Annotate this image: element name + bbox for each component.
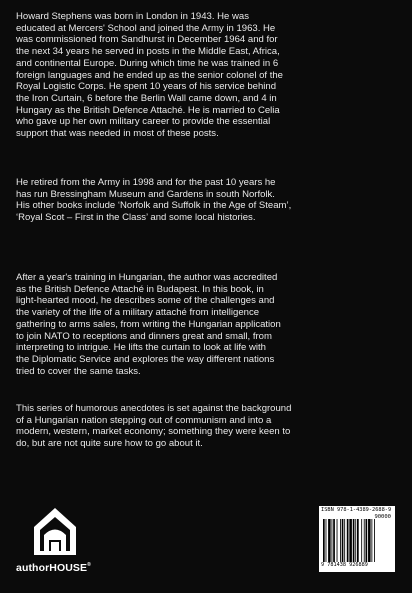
barcode-stripe (364, 519, 365, 562)
barcode-stripe (361, 519, 362, 562)
barcode-stripe (349, 519, 352, 562)
text-line: the Iron Curtain, 6 before the Berlin Wall came down, and 4 in (16, 92, 277, 104)
text-line: who gave up her own military career to provide the essential (16, 116, 271, 128)
text-line: He retired from the Army in 1998 and for the past 10 years he (16, 177, 276, 188)
text-line: modern, western, market economy; something they were keen to (16, 426, 291, 438)
text-line: educated at Mercers' School and joined the Army in 1963. He (16, 22, 276, 34)
barcode-stripe (344, 519, 345, 562)
author-bio-paragraph-2 (16, 177, 400, 224)
isbn-label: ISBN 978-1-4389-2688-9 (321, 507, 392, 513)
text-line: After a year's training in Hungarian, the author was accredited (16, 272, 278, 283)
book-blurb-paragraph-2 (16, 403, 400, 450)
barcode-stripe (355, 519, 356, 562)
isbn-barcode (319, 506, 395, 572)
barcode-bars (323, 519, 391, 562)
text-line: interpreting to intrigue. He lifts the curtain to look at life with (16, 342, 266, 354)
barcode-stripe (357, 519, 359, 562)
authorhouse-logo-icon (30, 505, 80, 557)
text-line: and continental Europe. During which time he was trained in 6 (16, 57, 279, 69)
publisher-name-text: authorHOUSE (16, 562, 88, 574)
text-line: support that was needed in most of these posts. (16, 128, 219, 140)
text-line: His other books include ‘Norfolk and Suffolk in the Age of Steam’, (16, 200, 292, 212)
text-line: ‘Royal Scot – First in the Class’ and some local histories. (16, 212, 256, 224)
barcode-stripe (333, 519, 335, 562)
barcode-stripe (366, 519, 368, 562)
text-line: as the British Defence Attaché in Budapest. In this book, in (16, 283, 264, 295)
barcode-stripe (332, 519, 333, 562)
text-line: the Diplomatic Service and explores the way different nations (16, 353, 275, 365)
text-line: foreign languages and he ended up as the senior colonel of the (16, 69, 283, 81)
text-line: light-hearted mood, he describes some of the challenges and (16, 295, 275, 307)
barcode-stripe (374, 519, 375, 562)
barcode-stripe (353, 519, 355, 562)
barcode-stripe (323, 519, 325, 562)
text-line: Howard Stephens was born in London in 1943. He was (16, 11, 249, 22)
barcode-stripe (342, 519, 344, 562)
text-line: gathering to arms sales, from writing the Hungarian application (16, 318, 281, 330)
text-line: tried to cover the same tasks. (16, 365, 141, 377)
author-bio-paragraph-1 (16, 11, 400, 140)
barcode-stripe (347, 519, 349, 562)
book-blurb-paragraph-1 (16, 272, 400, 377)
text-line: This series of humorous anecdotes is set against the background (16, 403, 292, 414)
barcode-stripe (368, 519, 371, 562)
text-line: Royal Logistic Corps. He spent 10 years of his service behind (16, 81, 277, 93)
text-line: was commissioned from Sandhurst in December 1964 and for (16, 34, 278, 46)
barcode-digits: 9 781438 926889 (321, 562, 368, 568)
text-line: the variety of the life of a military attaché from intelligence (16, 307, 260, 319)
barcode-stripe (328, 519, 331, 562)
text-line: Hungary as the British Defence Attaché. He is married to Celia (16, 104, 280, 116)
price-code: 90000 (374, 514, 391, 520)
text-line: of a Hungarian nation stepping out of communism and into a (16, 414, 272, 426)
text-line: to join NATO to receptions and dinners great and small, from (16, 330, 272, 342)
publisher-name (16, 562, 91, 574)
text-line: the next 34 years he served in posts in the Middle East, Africa, (16, 46, 280, 58)
text-line: do, but are not quite sure how to go about it. (16, 438, 203, 450)
barcode-stripe (340, 519, 341, 562)
trademark-symbol: ® (87, 562, 91, 568)
barcode-stripe (326, 519, 327, 562)
barcode-stripe (337, 519, 338, 562)
text-line: has run Bressingham Museum and Gardens in south Norfolk. (16, 188, 275, 200)
barcode-stripe (371, 519, 372, 562)
publisher-logo (16, 505, 116, 585)
